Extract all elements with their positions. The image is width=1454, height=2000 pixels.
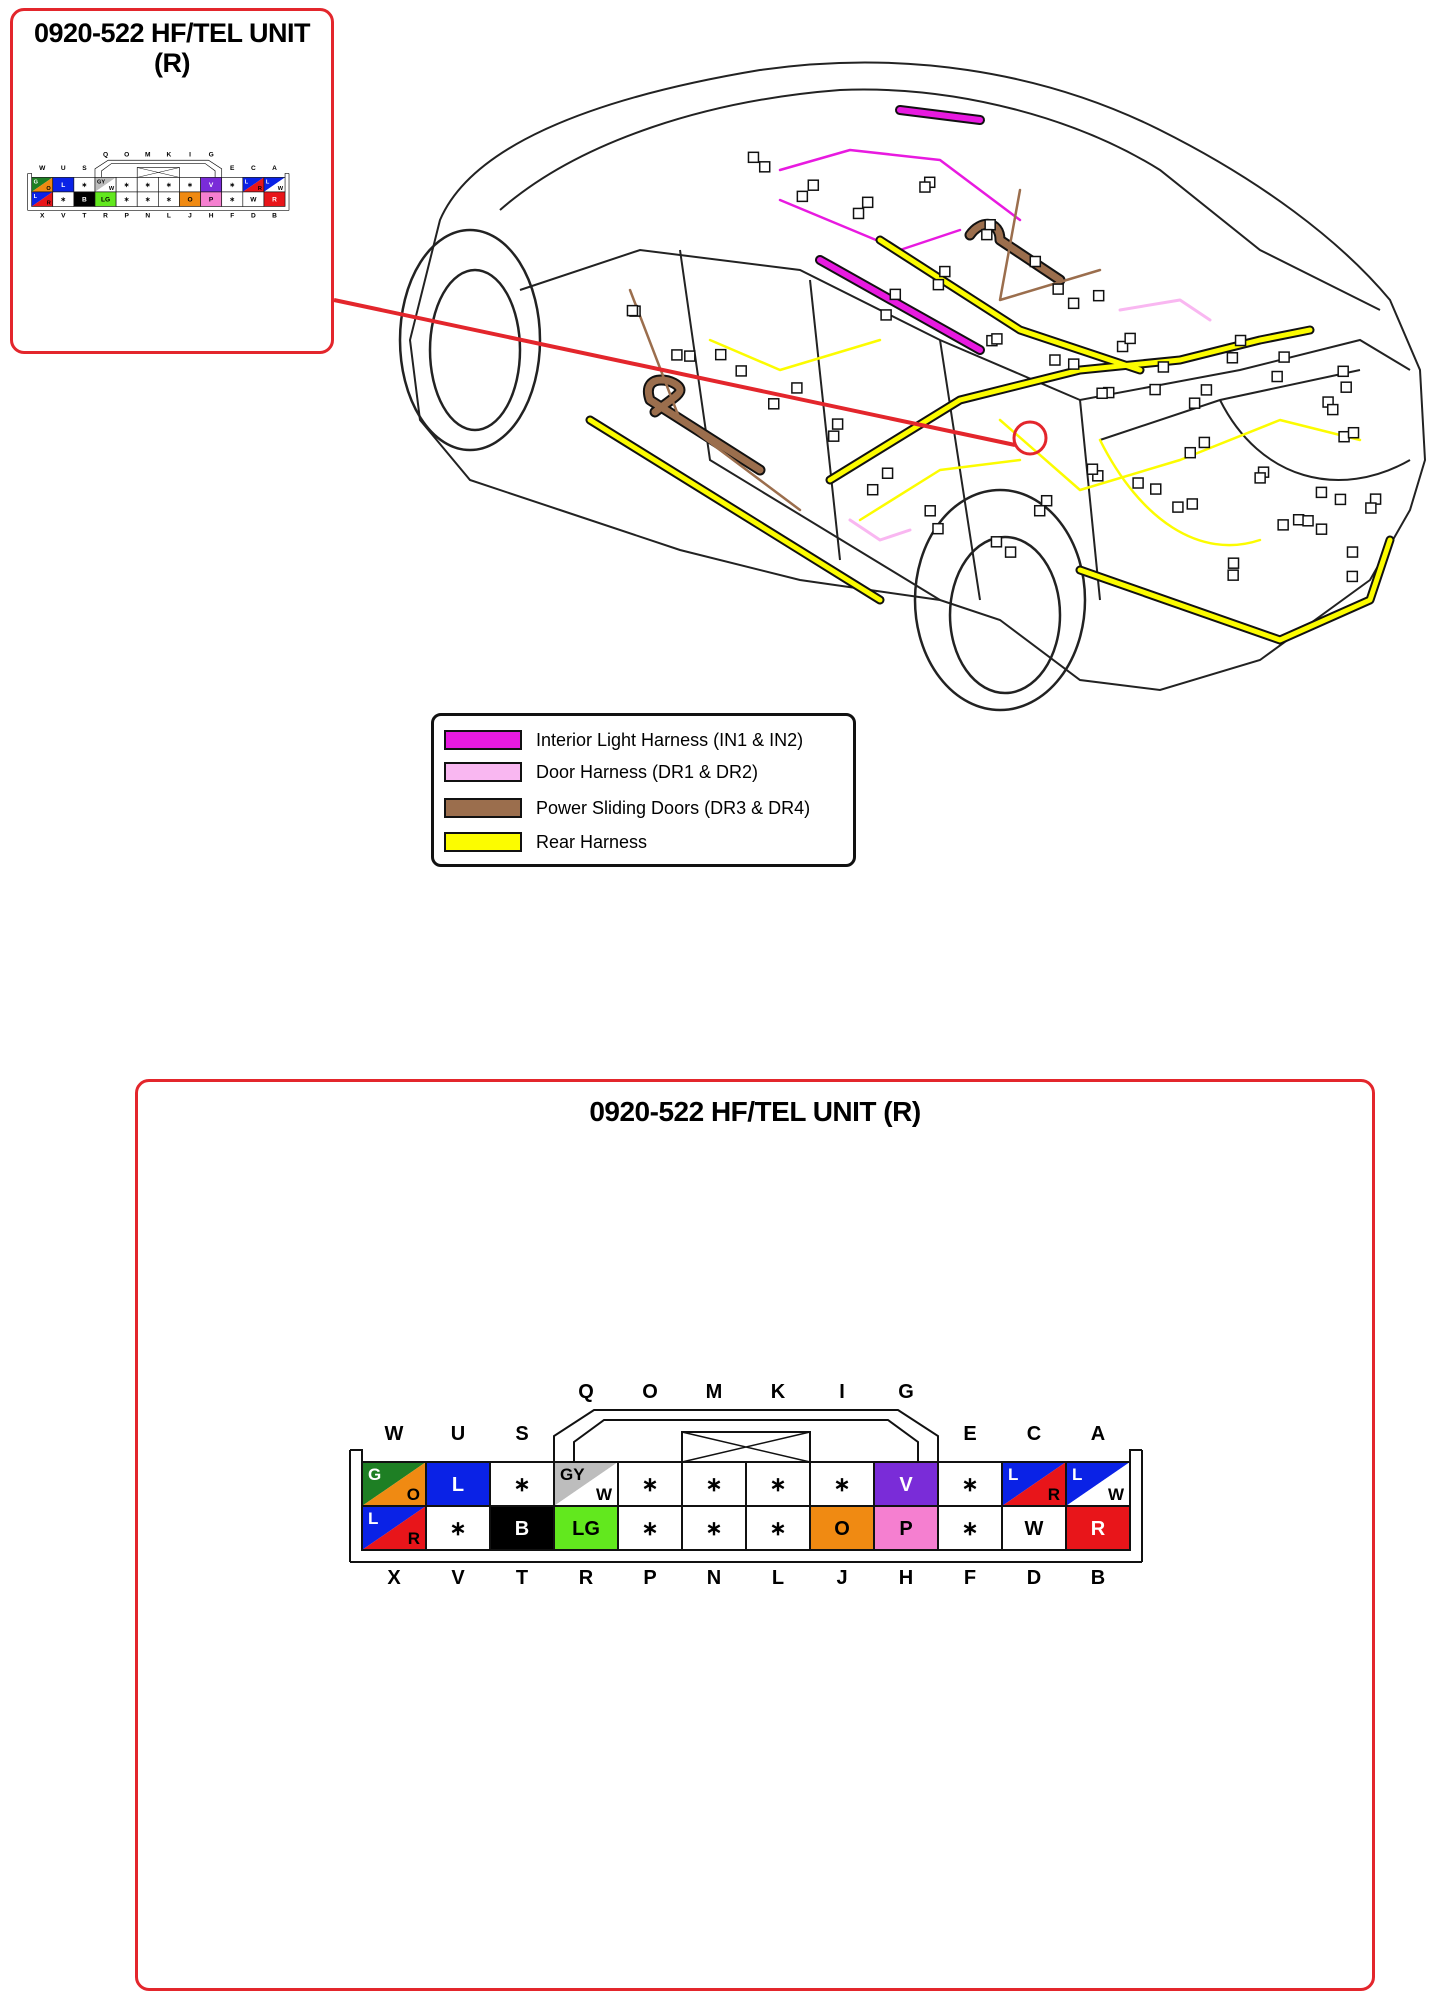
- harness-connector-block: [1279, 352, 1289, 362]
- harness-connector-block: [1349, 428, 1359, 438]
- pin-top-7-label: ∗: [833, 1474, 851, 1496]
- inset-subtitle: (R): [154, 48, 190, 78]
- pin-bottom-1-label: ∗: [60, 196, 67, 204]
- harness-connector-block: [685, 351, 695, 361]
- harness-lines: [590, 110, 1390, 640]
- pin-bottom-0-label-2: R: [407, 1529, 420, 1548]
- pin-bottom-7-label: O: [834, 1518, 850, 1540]
- pin-letter-tab: I: [839, 1382, 845, 1403]
- connector-detail-title: 0920-522 HF/TEL UNIT (R): [589, 1096, 921, 1127]
- pin-letter-bottom: N: [145, 212, 151, 220]
- pin-bottom-9-label: ∗: [229, 196, 236, 204]
- harness-connector-block: [716, 350, 726, 360]
- pin-letter-bottom: B: [1090, 1567, 1106, 1589]
- pin-letter-bottom: J: [188, 212, 192, 220]
- pin-letter-top: C: [1026, 1423, 1042, 1445]
- harness-connector-block: [797, 191, 807, 201]
- pin-letter-top: U: [60, 165, 66, 173]
- harness-connector-block: [1150, 385, 1160, 395]
- harness-connector-block: [933, 524, 943, 534]
- pin-letter-bottom: P: [124, 212, 129, 220]
- pin-top-0-label-1: G: [33, 179, 38, 186]
- pin-top-11-label-2: W: [277, 185, 284, 192]
- pin-top-0-label-2: O: [46, 185, 51, 192]
- harness-connector-block: [792, 383, 802, 393]
- harness-connector-block: [1316, 487, 1326, 497]
- pin-letter-bottom: V: [451, 1567, 465, 1589]
- harness-connector-block: [829, 431, 839, 441]
- harness-connector-block: [1087, 464, 1097, 474]
- harness-connector-block: [627, 306, 637, 316]
- inset-connector-face: [27, 151, 327, 271]
- harness-connector-block: [1035, 506, 1045, 516]
- pin-letter-bottom: L: [166, 212, 171, 220]
- pin-letter-bottom: R: [578, 1567, 594, 1589]
- harness-connector-block: [1338, 366, 1348, 376]
- harness-connector-block: [1278, 520, 1288, 530]
- harness-connector-block: [854, 208, 864, 218]
- legend-swatch: [444, 730, 522, 750]
- pin-top-11-label-1: L: [1072, 1465, 1083, 1484]
- pin-letter-top: S: [82, 165, 87, 173]
- pin-top-6-label: ∗: [166, 181, 172, 189]
- pin-bottom-5-label: ∗: [705, 1518, 723, 1540]
- harness-connector-block: [1339, 432, 1349, 442]
- pin-letter-bottom: R: [103, 212, 108, 220]
- pin-top-5-label: ∗: [705, 1474, 723, 1496]
- pin-letter-top: S: [515, 1423, 529, 1445]
- pin-top-0-label-1: G: [368, 1465, 382, 1484]
- pin-top-8-label: V: [208, 181, 214, 189]
- connector-detail-panel: [135, 1079, 1375, 1991]
- pin-bottom-2-label: B: [82, 196, 87, 204]
- pin-top-7-label: ∗: [187, 181, 193, 189]
- pin-top-11-label-1: L: [265, 179, 270, 186]
- pin-bottom-11-label: R: [272, 196, 277, 204]
- pin-bottom-10-label: W: [1024, 1518, 1044, 1540]
- harness-connector-block: [1094, 291, 1104, 301]
- pin-letter-bottom: J: [836, 1567, 848, 1589]
- harness-connector-block: [1328, 405, 1338, 415]
- pin-bottom-9-label: ∗: [961, 1518, 979, 1540]
- harness-connector-block: [1158, 362, 1168, 372]
- harness-connector-block: [982, 230, 992, 240]
- pin-letter-bottom: X: [39, 212, 45, 220]
- pin-top-2-label: ∗: [513, 1474, 531, 1496]
- harness-connector-block: [748, 152, 758, 162]
- harness-connector-block: [1151, 484, 1161, 494]
- harness-connector-block: [1227, 353, 1237, 363]
- pin-top-9-label: ∗: [961, 1474, 979, 1496]
- pin-top-4-label: ∗: [641, 1474, 659, 1496]
- harness-connector-block: [1303, 516, 1313, 526]
- harness-connector-block: [1341, 382, 1351, 392]
- pin-bottom-8-label: P: [208, 196, 214, 204]
- pin-top-3-label-1: GY: [96, 179, 106, 186]
- harness-connector-block: [1133, 478, 1143, 488]
- harness-connector-block: [890, 289, 900, 299]
- pin-top-2-label: ∗: [81, 181, 88, 189]
- pin-bottom-3-label: LG: [572, 1518, 600, 1540]
- pin-top-10-label-1: L: [244, 179, 249, 186]
- harness-connector-block: [940, 267, 950, 277]
- harness-connector-block: [1185, 448, 1195, 458]
- harness-connector-block: [992, 334, 1002, 344]
- legend-label: Door Harness (DR1 & DR2): [536, 761, 759, 782]
- legend-label: Interior Light Harness (IN1 & IN2): [536, 729, 804, 750]
- pin-letter-bottom: D: [1026, 1567, 1042, 1589]
- harness-connector-block: [883, 468, 893, 478]
- legend-swatch: [444, 798, 522, 818]
- legend-item-door-harness: [444, 758, 758, 786]
- pin-bottom-6-label: ∗: [769, 1518, 787, 1540]
- harness-connector-block: [920, 182, 930, 192]
- pin-bottom-10-label: W: [250, 196, 257, 204]
- pin-bottom-0-label-1: L: [33, 193, 38, 200]
- pin-letter-bottom: H: [208, 212, 214, 220]
- legend-label: Power Sliding Doors (DR3 & DR4): [536, 797, 811, 818]
- harness-connector-block: [881, 310, 891, 320]
- legend-item-rear-harness: [444, 828, 647, 856]
- harness-connector-block: [1069, 298, 1079, 308]
- pin-letter-tab: K: [166, 151, 172, 159]
- harness-connector-block: [1255, 473, 1265, 483]
- pin-letter-tab: O: [124, 151, 130, 159]
- legend-swatch: [444, 762, 522, 782]
- pin-bottom-6-label: ∗: [166, 196, 172, 204]
- pin-top-3-label-1: GY: [560, 1465, 585, 1484]
- pin-letter-tab: I: [189, 151, 191, 159]
- harness-connector-block: [1097, 388, 1107, 398]
- harness-connector-block: [1125, 333, 1135, 343]
- pin-top-1-label: L: [451, 1474, 465, 1496]
- harness-connector-block: [925, 506, 935, 516]
- harness-connector-block: [1236, 336, 1246, 346]
- pin-top-5-label: ∗: [145, 181, 151, 189]
- harness-connector-block: [1053, 284, 1063, 294]
- pin-top-10-label-1: L: [1008, 1465, 1019, 1484]
- harness-connector-block: [1042, 496, 1052, 506]
- pin-top-11-label-2: W: [1107, 1485, 1124, 1504]
- harness-connector-block: [933, 280, 943, 290]
- harness-connector-block: [1199, 437, 1209, 447]
- pin-top-6-label: ∗: [769, 1474, 787, 1496]
- harness-connector-block: [833, 419, 843, 429]
- pin-letter-tab: G: [208, 151, 214, 159]
- legend-swatch: [444, 832, 522, 852]
- pin-letter-bottom: T: [515, 1567, 529, 1589]
- connector-face: [348, 1382, 1168, 1622]
- pin-bottom-2-label: B: [514, 1518, 530, 1540]
- harness-connector-block: [1366, 503, 1376, 513]
- pin-letter-tab: Q: [578, 1382, 594, 1403]
- pin-letter-bottom: T: [82, 212, 87, 220]
- pin-top-10-label-2: R: [1047, 1485, 1060, 1504]
- legend-item-interior-light: [444, 726, 803, 754]
- harness-connector-block: [1030, 257, 1040, 267]
- pin-top-8-label: V: [899, 1474, 913, 1496]
- pin-bottom-1-label: ∗: [449, 1518, 467, 1540]
- harness-connector-block: [991, 537, 1001, 547]
- harness-connector-block: [1272, 372, 1282, 382]
- harness-connector-block: [1228, 570, 1238, 580]
- pin-letter-bottom: B: [272, 212, 277, 220]
- pin-letter-top: A: [272, 165, 277, 173]
- harness-connector-block: [1347, 571, 1357, 581]
- pin-bottom-4-label: ∗: [641, 1518, 659, 1540]
- harness-connector-block: [769, 399, 779, 409]
- pin-bottom-7-label: O: [187, 196, 193, 204]
- harness-connector-block: [1294, 515, 1304, 525]
- pin-letter-top: E: [230, 165, 235, 173]
- harness-connector-block: [736, 366, 746, 376]
- pin-letter-bottom: F: [230, 212, 235, 220]
- pin-letter-bottom: H: [898, 1567, 914, 1589]
- pin-bottom-3-label: LG: [100, 196, 111, 204]
- pin-bottom-0-label-1: L: [368, 1509, 379, 1528]
- harness-connector-block: [672, 350, 682, 360]
- legend-item-power-sliding-doors: [444, 794, 810, 822]
- harness-connector-block: [1335, 494, 1345, 504]
- vehicle-wiring-illustration: [380, 40, 1430, 740]
- pin-letter-bottom: P: [643, 1567, 657, 1589]
- pin-letter-bottom: L: [771, 1567, 785, 1589]
- legend-label: Rear Harness: [536, 831, 648, 852]
- pin-letter-top: W: [384, 1423, 404, 1445]
- pin-letter-bottom: F: [963, 1567, 977, 1589]
- harness-connector-block: [808, 180, 818, 190]
- pin-letter-tab: M: [145, 151, 151, 159]
- pin-bottom-11-label: R: [1090, 1518, 1106, 1540]
- inset-title: 0920-522 HF/TEL UNIT: [33, 18, 311, 48]
- pin-bottom-0-label-2: R: [46, 200, 51, 207]
- pin-letter-tab: O: [642, 1382, 658, 1403]
- harness-connector-block: [985, 220, 995, 230]
- pin-letter-top: E: [963, 1423, 977, 1445]
- pin-top-3-label-2: W: [595, 1485, 612, 1504]
- pin-letter-tab: G: [898, 1382, 914, 1403]
- harness-connector-block: [868, 485, 878, 495]
- harness-connector-block: [1006, 547, 1016, 557]
- harness-connector-block: [1050, 355, 1060, 365]
- pin-letter-top: W: [39, 165, 46, 173]
- pin-letter-top: U: [450, 1423, 466, 1445]
- pin-bottom-8-label: P: [899, 1518, 913, 1540]
- pin-top-0-label-2: O: [406, 1485, 420, 1504]
- harness-connector-block: [1187, 499, 1197, 509]
- pin-letter-tab: Q: [102, 151, 109, 159]
- harness-connector-block: [1229, 558, 1239, 568]
- pin-letter-bottom: D: [250, 212, 256, 220]
- pin-letter-bottom: N: [706, 1567, 722, 1589]
- harness-legend: [431, 713, 856, 867]
- pin-top-10-label-2: R: [257, 185, 262, 192]
- pin-top-1-label: L: [61, 181, 66, 189]
- pin-letter-bottom: V: [61, 212, 66, 220]
- pin-top-9-label: ∗: [229, 181, 236, 189]
- inset-connector-panel: [10, 8, 334, 354]
- harness-connector-block: [1173, 502, 1183, 512]
- harness-connector-block: [1347, 547, 1357, 557]
- pin-letter-tab: K: [770, 1382, 786, 1403]
- pin-bottom-4-label: ∗: [123, 196, 130, 204]
- pin-letter-tab: M: [705, 1382, 723, 1403]
- harness-connector-block: [863, 197, 873, 207]
- harness-connector-block: [1190, 398, 1200, 408]
- pin-letter-top: A: [1090, 1423, 1106, 1445]
- harness-connector-block: [1317, 524, 1327, 534]
- pin-top-4-label: ∗: [123, 181, 130, 189]
- pin-bottom-5-label: ∗: [145, 196, 151, 204]
- harness-connector-block: [1201, 385, 1211, 395]
- harness-connector-block: [1069, 359, 1079, 369]
- pin-letter-top: C: [250, 165, 256, 173]
- pin-top-3-label-2: W: [108, 185, 115, 192]
- pin-letter-bottom: X: [387, 1567, 401, 1589]
- harness-connector-block: [760, 162, 770, 172]
